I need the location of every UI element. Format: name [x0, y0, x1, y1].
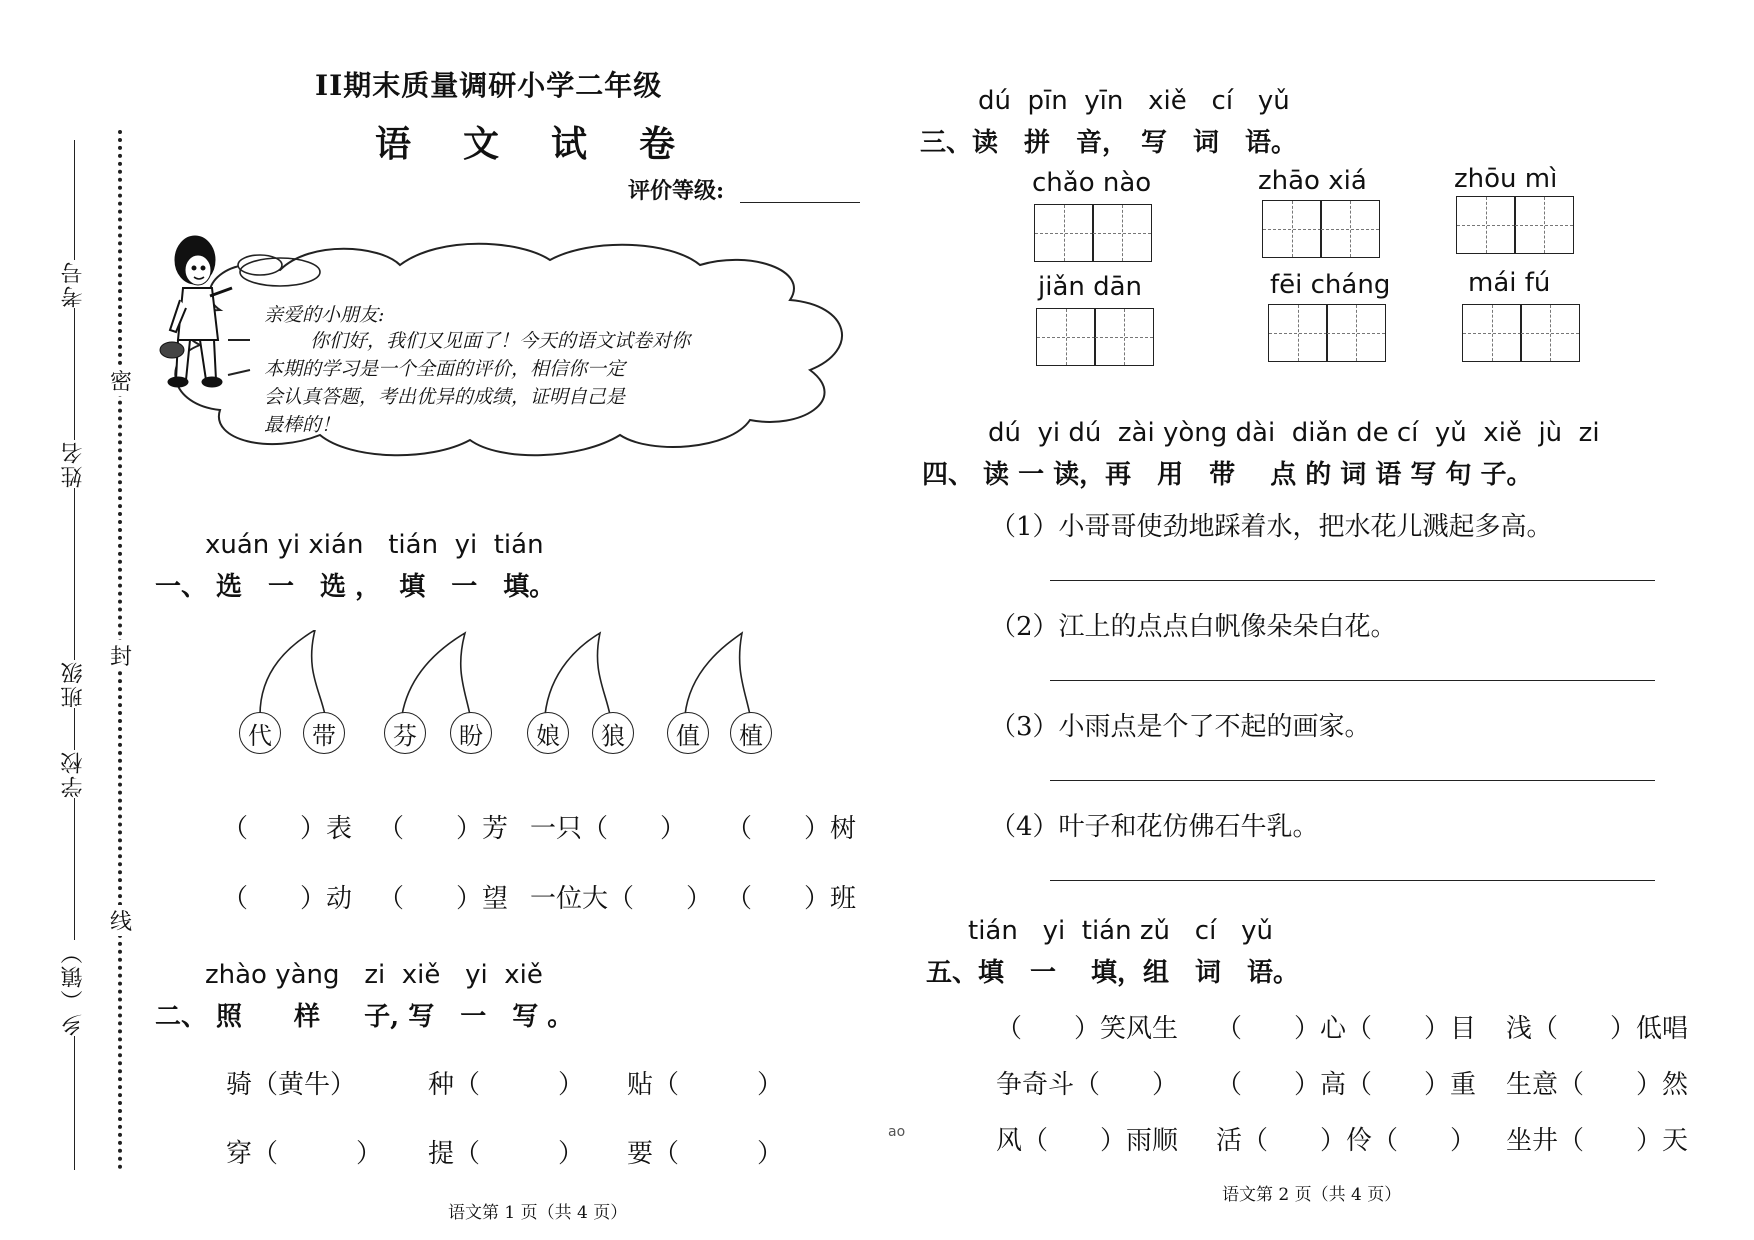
q1-blank-2[interactable]: （ ）芳	[378, 814, 509, 844]
q5-pinyin: tián yi tián zǔ cí yǔ	[968, 916, 1273, 946]
q1-blank-8[interactable]: （ ）班	[726, 884, 857, 914]
q3-grid-5[interactable]	[1268, 304, 1386, 362]
footer-left: 语文第 1 页（共 4 页）	[448, 1203, 628, 1223]
exam-line: II期末质量调研小学二年级	[315, 69, 663, 102]
q4-pinyin: dú yi dú zài yòng dài diǎn de cí yǔ xiě jù zi	[988, 418, 1600, 448]
q4-answer-line-4[interactable]	[1050, 880, 1655, 881]
q1-blank-3[interactable]: 一只（ ）	[530, 814, 687, 844]
q5-blank-2[interactable]: （ ）心（ ）目	[1216, 1014, 1477, 1044]
char-circle: 植	[730, 712, 772, 754]
greeting-line-4: 会认真答题，考出优异的成绩，证明自己是	[264, 386, 626, 408]
char-circle: 狼	[592, 712, 634, 754]
q1-pinyin: xuán yi xián tián yi tián	[205, 530, 544, 560]
q4-answer-line-2[interactable]	[1050, 680, 1655, 681]
char-circle: 盼	[450, 712, 492, 754]
q5-blank-9[interactable]: 坐井（ ）天	[1506, 1126, 1689, 1156]
char-circle: 值	[667, 712, 709, 754]
q5-blank-5[interactable]: （ ）高（ ）重	[1216, 1070, 1477, 1100]
stray-mark: ao	[888, 1124, 906, 1140]
q3-word-4: jiǎn dān	[1038, 272, 1143, 302]
char-circle: 带	[303, 712, 345, 754]
q3-grid-2[interactable]	[1262, 200, 1380, 258]
q3-grid-6[interactable]	[1462, 304, 1580, 362]
q5-title: 五、填 一 填，组 词 语。	[926, 958, 1300, 988]
q1-blank-7[interactable]: 一位大（ ）	[530, 884, 713, 914]
q4-sentence-3: （3）小雨点是个了不起的画家。	[990, 712, 1371, 742]
q2-blank-5[interactable]: 要（ ）	[627, 1139, 784, 1169]
mi-mark: 密	[110, 365, 132, 396]
grade-blank[interactable]	[740, 202, 860, 203]
greeting-line-3: 本期的学习是一个全面的评价，相信你一定	[264, 358, 626, 380]
q4-answer-line-3[interactable]	[1050, 780, 1655, 781]
xian-mark: 线	[110, 905, 132, 936]
school-label: 学校	[58, 750, 89, 798]
q5-blank-1[interactable]: （ ）笑风生	[996, 1014, 1179, 1044]
footer-right: 语文第 2 页（共 4 页）	[1222, 1185, 1402, 1205]
q5-blank-3[interactable]: 浅（ ）低唱	[1506, 1014, 1689, 1044]
q1-title: 一、 选 一 选 ， 填 一 填。	[155, 572, 556, 602]
grade-label: 评价等级:	[628, 178, 725, 204]
q3-word-6: mái fú	[1468, 268, 1551, 298]
town-label: 乡（镇）	[58, 940, 89, 1036]
q5-blank-7[interactable]: 风（ ）雨顺	[996, 1126, 1179, 1156]
q3-pinyin: dú pīn yīn xiě cí yǔ	[978, 86, 1290, 116]
q1-blank-1[interactable]: （ ）表	[222, 814, 353, 844]
greeting-line-1: 亲爱的小朋友:	[264, 304, 385, 326]
q3-word-5: fēi cháng	[1270, 270, 1391, 300]
q3-grid-1[interactable]	[1034, 204, 1152, 262]
q2-blank-1[interactable]: 种（ ）	[428, 1070, 585, 1100]
q2-pinyin: zhào yàng zi xiě yi xiě	[205, 960, 543, 990]
q3-word-1: chǎo nào	[1032, 168, 1152, 198]
q4-sentence-4: （4）叶子和花仿佛石牛乳。	[990, 812, 1319, 842]
q3-grid-4[interactable]	[1036, 308, 1154, 366]
q5-blank-6[interactable]: 生意（ ）然	[1506, 1070, 1689, 1100]
q2-blank-4[interactable]: 提（ ）	[428, 1139, 585, 1169]
q1-blank-6[interactable]: （ ）望	[378, 884, 509, 914]
q4-answer-line-1[interactable]	[1050, 580, 1655, 581]
q5-blank-8[interactable]: 活（ ）伶（ ）	[1216, 1126, 1477, 1156]
class-label: 班级	[58, 660, 89, 708]
q2-blank-3[interactable]: 穿（ ）	[226, 1139, 383, 1169]
q2-title: 二、 照 样 子, 写 一 写 。	[155, 1002, 574, 1032]
q3-word-3: zhōu mì	[1454, 164, 1558, 194]
feng-mark: 封	[110, 640, 132, 671]
exam-number-label: 考号	[58, 260, 89, 308]
q3-word-2: zhāo xiá	[1258, 166, 1367, 196]
q4-title: 四、 读 一 读，再 用 带 点 的 词 语 写 句 子。	[922, 460, 1533, 490]
q1-blank-4[interactable]: （ ）树	[726, 814, 857, 844]
q2-blank-2[interactable]: 贴（ ）	[627, 1070, 784, 1100]
char-circle: 代	[239, 712, 281, 754]
paper-title: 语 文 试 卷	[375, 123, 684, 165]
char-circle: 芬	[384, 712, 426, 754]
char-circle: 娘	[527, 712, 569, 754]
q3-grid-3[interactable]	[1456, 196, 1574, 254]
q4-sentence-2: （2）江上的点点白帆像朵朵白花。	[990, 612, 1397, 642]
name-label: 姓名	[58, 440, 89, 488]
greeting-line-5: 最棒的！	[264, 414, 341, 436]
q3-title: 三、读 拼 音， 写 词 语。	[920, 128, 1298, 158]
binding-strip	[40, 120, 133, 1170]
q2-example: 骑（黄牛）	[226, 1070, 357, 1100]
q5-blank-4[interactable]: 争奇斗（ ）	[996, 1070, 1179, 1100]
greeting-line-2: 你们好，我们又见面了！今天的语文试卷对你	[310, 330, 691, 352]
q1-blank-5[interactable]: （ ）动	[222, 884, 353, 914]
q4-sentence-1: （1）小哥哥使劲地踩着水，把水花儿溅起多高。	[990, 512, 1553, 542]
